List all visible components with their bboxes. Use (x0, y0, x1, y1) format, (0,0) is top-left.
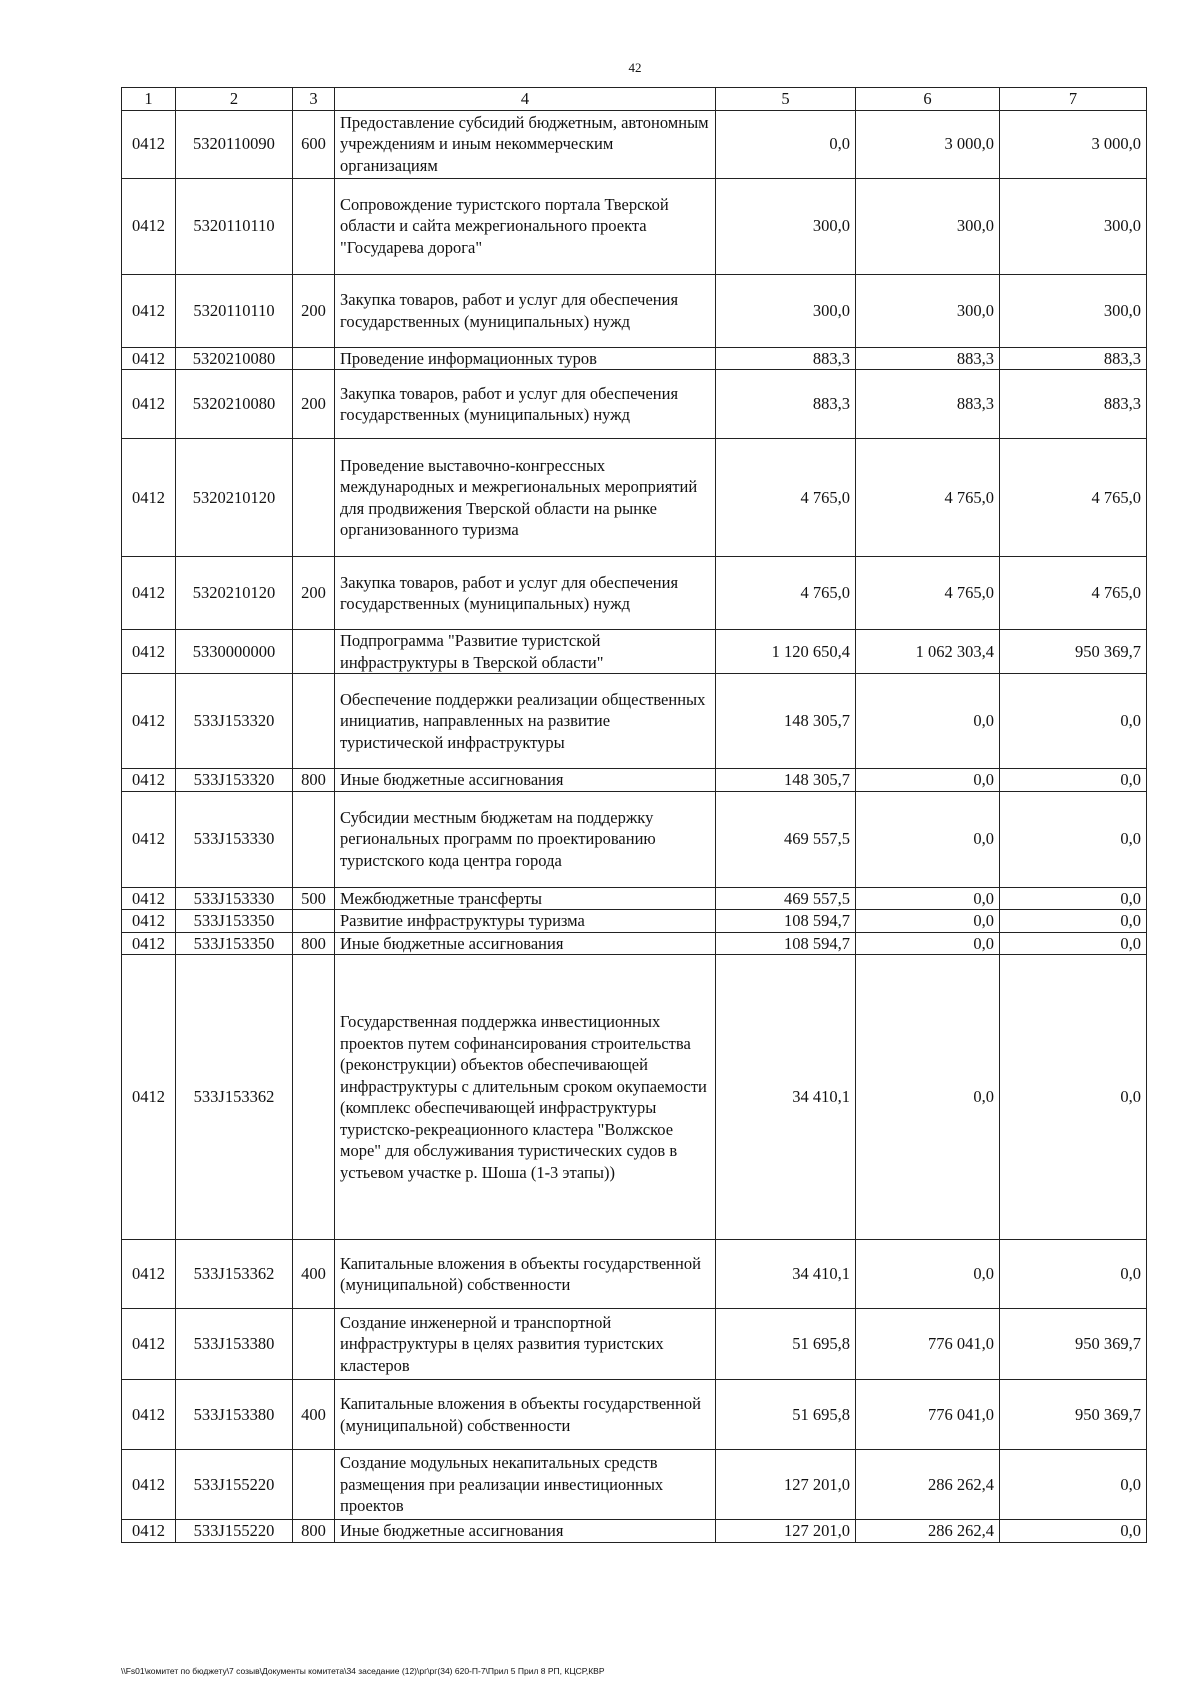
target-article-code: 533J153362 (176, 955, 293, 1240)
table-row (122, 1380, 1147, 1450)
section-code: 0412 (122, 1380, 176, 1450)
amount-col-6: 300,0 (856, 178, 1000, 274)
expense-type-code: 200 (293, 370, 335, 439)
item-name: Развитие инфраструктуры туризма (335, 910, 716, 933)
target-article-code: 5320110090 (176, 110, 293, 178)
section-code: 0412 (122, 932, 176, 955)
amount-col-5: 127 201,0 (716, 1520, 856, 1543)
amount-col-7: 0,0 (1000, 1450, 1147, 1520)
table-row (122, 439, 1147, 557)
section-code: 0412 (122, 955, 176, 1240)
amount-col-7: 950 369,7 (1000, 1380, 1147, 1450)
expense-type-code: 400 (293, 1380, 335, 1450)
table-row (122, 887, 1147, 910)
target-article-code: 5320210080 (176, 370, 293, 439)
page-number: 42 (628, 60, 642, 75)
table-row (122, 557, 1147, 630)
col-header-4: 4 (335, 88, 716, 111)
col-header-6: 6 (856, 88, 1000, 111)
expense-type-code (293, 1450, 335, 1520)
amount-col-5: 51 695,8 (716, 1380, 856, 1450)
section-code: 0412 (122, 274, 176, 347)
target-article-code: 533J153320 (176, 674, 293, 769)
amount-col-5: 108 594,7 (716, 932, 856, 955)
item-name: Иные бюджетные ассигнования (335, 769, 716, 792)
item-name: Иные бюджетные ассигнования (335, 1520, 716, 1543)
amount-col-5: 4 765,0 (716, 557, 856, 630)
table-row (122, 1520, 1147, 1543)
section-code: 0412 (122, 1240, 176, 1309)
amount-col-7: 0,0 (1000, 910, 1147, 933)
amount-col-5: 1 120 650,4 (716, 630, 856, 674)
expense-type-code (293, 178, 335, 274)
amount-col-7: 0,0 (1000, 674, 1147, 769)
amount-col-7: 883,3 (1000, 347, 1147, 370)
expense-type-code (293, 439, 335, 557)
amount-col-6: 0,0 (856, 955, 1000, 1240)
amount-col-6: 4 765,0 (856, 439, 1000, 557)
amount-col-6: 776 041,0 (856, 1309, 1000, 1380)
amount-col-5: 469 557,5 (716, 887, 856, 910)
item-name: Создание инженерной и транспортной инфраструктуры в целях развития туристских кластеров (335, 1309, 716, 1380)
expense-type-code: 800 (293, 1520, 335, 1543)
amount-col-6: 3 000,0 (856, 110, 1000, 178)
amount-col-7: 0,0 (1000, 887, 1147, 910)
table-row (122, 674, 1147, 769)
amount-col-7: 300,0 (1000, 178, 1147, 274)
amount-col-7: 0,0 (1000, 1240, 1147, 1309)
item-name: Создание модульных некапитальных средств размещения при реализации инвестиционных проектов (335, 1450, 716, 1520)
expense-type-code: 500 (293, 887, 335, 910)
table-row (122, 1240, 1147, 1309)
amount-col-6: 286 262,4 (856, 1450, 1000, 1520)
amount-col-5: 469 557,5 (716, 791, 856, 887)
item-name: Проведение информационных туров (335, 347, 716, 370)
amount-col-6: 1 062 303,4 (856, 630, 1000, 674)
expense-type-code (293, 1309, 335, 1380)
expense-type-code (293, 347, 335, 370)
section-code: 0412 (122, 370, 176, 439)
amount-col-5: 148 305,7 (716, 674, 856, 769)
amount-col-7: 950 369,7 (1000, 1309, 1147, 1380)
amount-col-6: 776 041,0 (856, 1380, 1000, 1450)
amount-col-6: 286 262,4 (856, 1520, 1000, 1543)
amount-col-7: 4 765,0 (1000, 557, 1147, 630)
target-article-code: 533J153350 (176, 932, 293, 955)
amount-col-5: 300,0 (716, 274, 856, 347)
section-code: 0412 (122, 887, 176, 910)
amount-col-6: 883,3 (856, 347, 1000, 370)
amount-col-6: 0,0 (856, 674, 1000, 769)
table-row (122, 769, 1147, 792)
item-name: Закупка товаров, работ и услуг для обеспечения государственных (муниципальных) нужд (335, 274, 716, 347)
section-code: 0412 (122, 178, 176, 274)
col-header-1: 1 (122, 88, 176, 111)
table-row (122, 178, 1147, 274)
expense-type-code: 600 (293, 110, 335, 178)
target-article-code: 5320210120 (176, 439, 293, 557)
target-article-code: 533J153330 (176, 887, 293, 910)
table-row (122, 1309, 1147, 1380)
table-row (122, 1450, 1147, 1520)
item-name: Капитальные вложения в объекты государственной (муниципальной) собственности (335, 1240, 716, 1309)
item-name: Предоставление субсидий бюджетным, автономным учреждениям и иным некоммерческим организациям (335, 110, 716, 178)
col-header-3: 3 (293, 88, 335, 111)
item-name: Иные бюджетные ассигнования (335, 932, 716, 955)
amount-col-6: 300,0 (856, 274, 1000, 347)
item-name: Закупка товаров, работ и услуг для обеспечения государственных (муниципальных) нужд (335, 557, 716, 630)
amount-col-7: 0,0 (1000, 955, 1147, 1240)
item-name: Закупка товаров, работ и услуг для обеспечения государственных (муниципальных) нужд (335, 370, 716, 439)
amount-col-5: 0,0 (716, 110, 856, 178)
amount-col-5: 300,0 (716, 178, 856, 274)
col-header-7: 7 (1000, 88, 1147, 111)
target-article-code: 533J153380 (176, 1380, 293, 1450)
item-name: Межбюджетные трансферты (335, 887, 716, 910)
col-header-2: 2 (176, 88, 293, 111)
target-article-code: 5330000000 (176, 630, 293, 674)
expense-type-code (293, 910, 335, 933)
section-code: 0412 (122, 1450, 176, 1520)
table-row (122, 110, 1147, 178)
target-article-code: 533J153350 (176, 910, 293, 933)
amount-col-6: 0,0 (856, 791, 1000, 887)
amount-col-5: 51 695,8 (716, 1309, 856, 1380)
amount-col-5: 127 201,0 (716, 1450, 856, 1520)
amount-col-5: 148 305,7 (716, 769, 856, 792)
amount-col-6: 0,0 (856, 769, 1000, 792)
table-row (122, 630, 1147, 674)
amount-col-6: 883,3 (856, 370, 1000, 439)
amount-col-5: 4 765,0 (716, 439, 856, 557)
target-article-code: 533J153320 (176, 769, 293, 792)
section-code: 0412 (122, 1520, 176, 1543)
amount-col-7: 0,0 (1000, 1520, 1147, 1543)
target-article-code: 533J153330 (176, 791, 293, 887)
section-code: 0412 (122, 439, 176, 557)
amount-col-5: 883,3 (716, 347, 856, 370)
target-article-code: 5320210080 (176, 347, 293, 370)
table-row (122, 347, 1147, 370)
table-row (122, 791, 1147, 887)
budget-table (121, 87, 1147, 1543)
expense-type-code: 800 (293, 769, 335, 792)
amount-col-6: 0,0 (856, 932, 1000, 955)
amount-col-7: 3 000,0 (1000, 110, 1147, 178)
amount-col-7: 4 765,0 (1000, 439, 1147, 557)
section-code: 0412 (122, 674, 176, 769)
expense-type-code (293, 955, 335, 1240)
table-row (122, 274, 1147, 347)
target-article-code: 5320110110 (176, 178, 293, 274)
target-article-code: 5320210120 (176, 557, 293, 630)
col-header-5: 5 (716, 88, 856, 111)
expense-type-code (293, 630, 335, 674)
section-code: 0412 (122, 1309, 176, 1380)
item-name: Капитальные вложения в объекты государственной (муниципальной) собственности (335, 1380, 716, 1450)
amount-col-6: 0,0 (856, 910, 1000, 933)
target-article-code: 5320110110 (176, 274, 293, 347)
item-name: Подпрограмма "Развитие туристской инфраструктуры в Тверской области" (335, 630, 716, 674)
item-name: Обеспечение поддержки реализации общественных инициатив, направленных на развитие туристической инфраструктуры (335, 674, 716, 769)
section-code: 0412 (122, 110, 176, 178)
table-row (122, 932, 1147, 955)
table-row (122, 370, 1147, 439)
amount-col-5: 34 410,1 (716, 955, 856, 1240)
section-code: 0412 (122, 557, 176, 630)
amount-col-7: 300,0 (1000, 274, 1147, 347)
expense-type-code (293, 791, 335, 887)
amount-col-5: 108 594,7 (716, 910, 856, 933)
amount-col-5: 34 410,1 (716, 1240, 856, 1309)
target-article-code: 533J153362 (176, 1240, 293, 1309)
expense-type-code (293, 674, 335, 769)
table-row (122, 955, 1147, 1240)
target-article-code: 533J155220 (176, 1450, 293, 1520)
section-code: 0412 (122, 630, 176, 674)
amount-col-7: 0,0 (1000, 791, 1147, 887)
amount-col-6: 0,0 (856, 1240, 1000, 1309)
amount-col-5: 883,3 (716, 370, 856, 439)
table-row (122, 910, 1147, 933)
expense-type-code: 800 (293, 932, 335, 955)
section-code: 0412 (122, 347, 176, 370)
item-name: Сопровождение туристского портала Тверской области и сайта межрегионального проекта "Государева дорога" (335, 178, 716, 274)
file-path-footer: \\Fs01\комитет по бюджету\7 созыв\Документы комитета\34 заседание (12)\рг\рг(34) 620-П-7\Прил 5 Прил 8 РП, КЦСР,КВР (121, 1666, 605, 1676)
amount-col-6: 4 765,0 (856, 557, 1000, 630)
section-code: 0412 (122, 791, 176, 887)
expense-type-code: 400 (293, 1240, 335, 1309)
target-article-code: 533J155220 (176, 1520, 293, 1543)
amount-col-7: 0,0 (1000, 932, 1147, 955)
amount-col-7: 883,3 (1000, 370, 1147, 439)
section-code: 0412 (122, 910, 176, 933)
target-article-code: 533J153380 (176, 1309, 293, 1380)
expense-type-code: 200 (293, 557, 335, 630)
item-name: Проведение выставочно-конгрессных международных и межрегиональных мероприятий для продвижения Тверской области на рынке организованного туризма (335, 439, 716, 557)
amount-col-6: 0,0 (856, 887, 1000, 910)
header-row (122, 88, 1147, 111)
item-name: Субсидии местным бюджетам на поддержку региональных программ по проектированию туристского кода центра города (335, 791, 716, 887)
amount-col-7: 0,0 (1000, 769, 1147, 792)
amount-col-7: 950 369,7 (1000, 630, 1147, 674)
section-code: 0412 (122, 769, 176, 792)
item-name: Государственная поддержка инвестиционных проектов путем софинансирования строительства (реконструкции) объектов обеспечивающей инфраструктуры с длительным сроком окупаемости (комплекс обеспечивающей инфраструктуры туристско-рекреационного кластера "Волжское море" для обслуживания туристических судов в устьевом участке р. Шоша (1-3 этапы)) (335, 955, 716, 1240)
expense-type-code: 200 (293, 274, 335, 347)
